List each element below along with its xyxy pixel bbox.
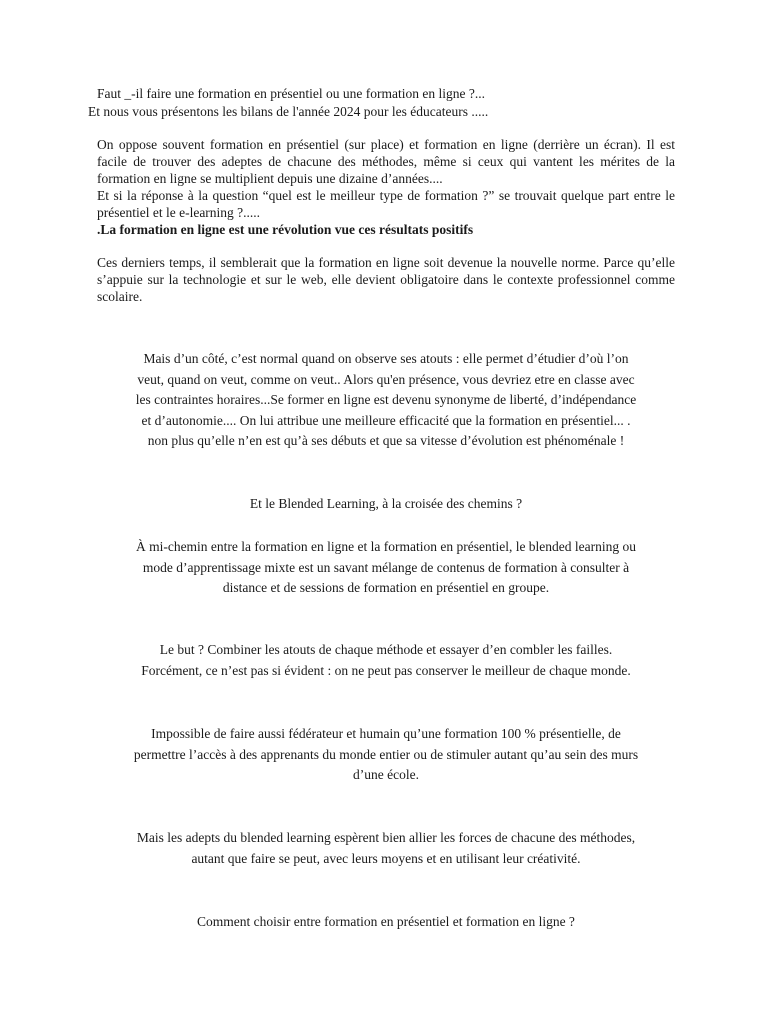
atouts-line: et d’autonomie.... On lui attribue une meilleure efficacité que la formation en présentiel... . — [141, 412, 631, 428]
adepts-line: autant que faire se peut, avec leurs moyens et en utilisant leur créativité. — [191, 850, 581, 866]
blended-line: mode d’apprentissage mixte est un savant mélange de contenus de formation à consulter à — [142, 559, 630, 575]
blended-line: À mi-chemin entre la formation en ligne et la formation en présentiel, le blended learning ou — [135, 539, 637, 554]
paragraph-impossible — [90, 724, 682, 786]
header-block — [88, 85, 680, 121]
atouts-line: Mais d’un côté, c’est normal quand on observe ses atouts : elle permet d’étudier d’où l’on — [143, 351, 629, 366]
paragraph-norme-text: Ces derniers temps, il semblerait que la formation en ligne soit devenue la nouvelle norme. Parce qu’elle s’appuie sur la technologie et sur le web, elle devient obligatoire dans le contexte professionnel comme scolaire. — [97, 255, 675, 304]
impossible-line: permettre l’accès à des apprenants du monde entier ou de stimuler autant qu’au sein des murs — [133, 746, 639, 762]
impossible-line: Impossible de faire aussi fédérateur et humain qu’une formation 100 % présentielle, de — [151, 726, 621, 741]
paragraph-atouts — [90, 349, 682, 452]
paragraph-norme — [97, 254, 675, 305]
atouts-line: veut, quand on veut, comme on veut.. Alors qu'en présence, vous devriez etre en classe avec — [137, 371, 635, 387]
heading-choisir-text: Comment choisir entre formation en présentiel et formation en ligne ? — [197, 914, 575, 929]
paragraph-but — [90, 640, 682, 681]
but-line: Forcément, ce n’est pas si évident : on ne peut pas conserver le meilleur de chaque monde. — [141, 662, 631, 678]
atouts-line: les contraintes horaires...Se former en ligne est devenu synonyme de liberté, d’indépendance — [135, 392, 637, 407]
heading-choisir — [90, 912, 682, 933]
adepts-line: Mais les adepts du blended learning espèrent bien allier les forces de chacune des méthodes, — [136, 830, 636, 845]
header-question: Faut _-il faire une formation en présentiel ou une formation en ligne ?... — [97, 86, 485, 101]
header-subtitle: Et nous vous présentons les bilans de l'année 2024 pour les éducateurs ..... — [88, 104, 489, 119]
paragraph-blended — [90, 537, 682, 599]
but-line: Le but ? Combiner les atouts de chaque méthode et essayer d’en combler les failles. — [159, 642, 613, 657]
intro-bold-statement: .La formation en ligne est une révolution vue ces résultats positifs — [97, 222, 474, 237]
heading-blended-text: Et le Blended Learning, à la croisée des chemins ? — [249, 496, 523, 511]
blended-line: distance et de sessions de formation en présentiel en groupe. — [222, 580, 550, 595]
atouts-line: non plus qu’elle n’en est qu’à ses débuts et que sa vitesse d’évolution est phénoménale ! — [147, 433, 625, 448]
intro-block — [97, 136, 675, 238]
heading-blended — [90, 494, 682, 515]
intro-paragraph: On oppose souvent formation en présentiel (sur place) et formation en ligne (derrière un écran). Il est facile de trouver des adeptes de chacune des méthodes, même si ceux qui vantent les mérites de la formation en ligne se multiplient depuis une dizaine d’années.... — [97, 137, 675, 186]
intro-question: Et si la réponse à la question “quel est le meilleur type de formation ?” se trouvait quelque part entre le présentiel et le e-learning ?..... — [97, 188, 675, 220]
paragraph-adepts — [90, 828, 682, 869]
impossible-line: d’une école. — [353, 767, 419, 782]
